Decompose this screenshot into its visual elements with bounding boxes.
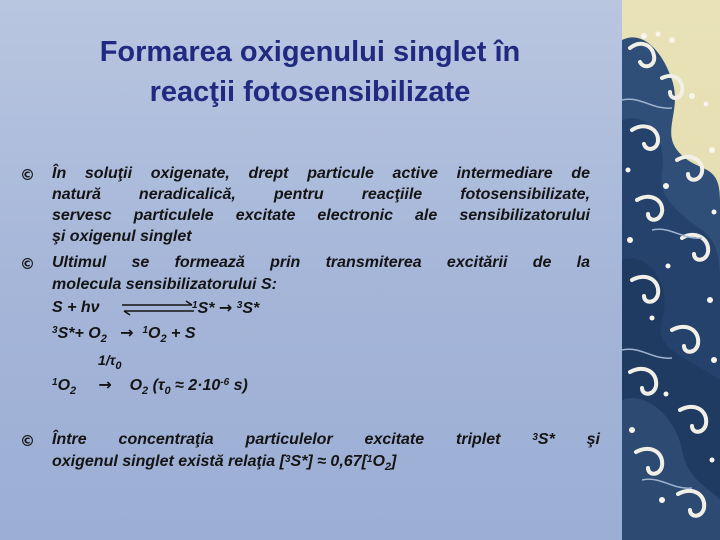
bullet-1-line-3: servesc particulele excitate electronic ale sensibilizatorului <box>52 207 590 224</box>
eq3-rate-label: $1/\tau_0$ <box>98 352 122 372</box>
bullet-3-line-2: oxigenul singlet există relaţia $[^3S*] \approx 0,67[^1O_2]$ <box>52 453 397 473</box>
eq1-lhs: S + hν <box>52 299 100 316</box>
bullet-3-line-1: Între concentraţia particulelor excitate triplet $^3$S* şi <box>52 431 600 448</box>
arrow-right-icon: → <box>120 323 134 342</box>
arrow-right-icon: → <box>98 375 112 394</box>
equation-3: $^1O_2$ → $O_2$ ($\tau_0 \approx 2\cdot 10^{-6}$ s) <box>52 375 248 397</box>
bullet-1-line-1: În soluţii oxigenate, drept particule active intermediare de <box>52 165 590 182</box>
bullet-marker-3: © <box>20 432 35 450</box>
reversible-arrow-icon <box>120 300 196 316</box>
bullet-1-line-2: natură neradicalică, pentru reacţiile fotosensibilizate, <box>52 186 590 203</box>
arrow-right-icon: → <box>218 298 233 317</box>
bullet-marker-2: © <box>20 255 35 273</box>
bullet-1-line-4: şi oxigenul singlet <box>52 228 192 245</box>
eq1-rhs: $^1$S* → $^3$S* <box>192 298 260 317</box>
bullet-2-line-1: Ultimul se formează prin transmiterea excitării de la <box>52 254 590 271</box>
decorative-wave-image <box>622 0 720 540</box>
equation-2: $^3S*+ O_2$ → $^1O_2 + S$ <box>52 323 196 345</box>
slide-title <box>20 32 600 112</box>
equation-1 <box>52 297 100 318</box>
title-line-2: reacţii fotosensibilizate <box>149 76 471 108</box>
bullet-marker-1: © <box>20 166 35 184</box>
bullet-2-line-2: molecula sensibilizatorului S: <box>52 276 277 293</box>
title-line-1: Formarea oxigenului singlet în <box>99 36 521 68</box>
